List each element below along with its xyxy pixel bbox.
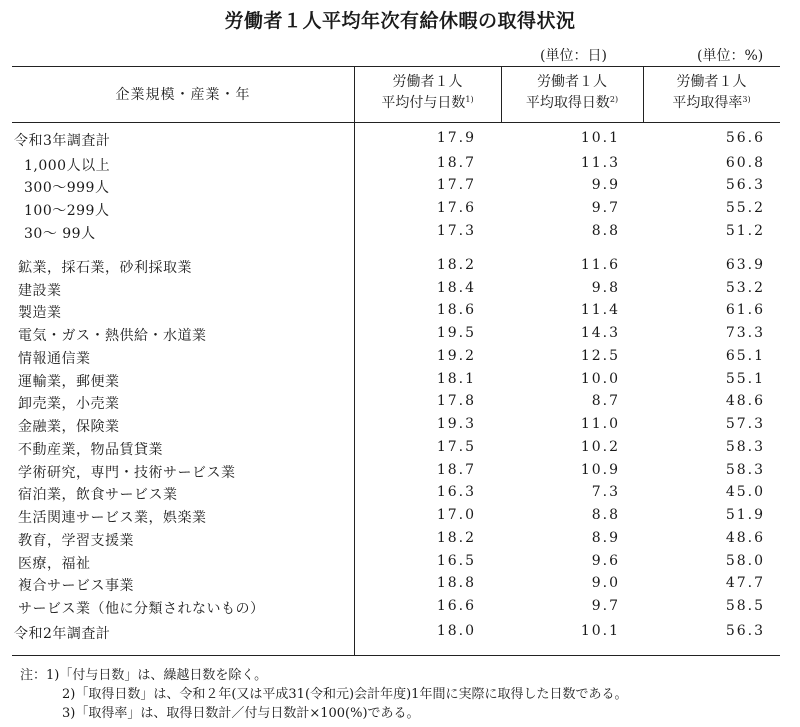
row-label: 情報通信業	[18, 351, 91, 367]
table-row	[12, 223, 780, 244]
granted-days-cell: 16.5	[436, 553, 476, 569]
table-row	[12, 507, 780, 528]
taken-days-cell: 10.2	[580, 439, 620, 455]
table-row	[12, 484, 780, 505]
row-label: 電気・ガス・熱供給・水道業	[18, 328, 207, 344]
header-taken-days-text: 平均取得日数	[525, 95, 610, 111]
header-granted-days-line2	[354, 91, 501, 112]
header-granted-days-text: 平均付与日数	[381, 95, 466, 111]
take-rate-cell: 55.2	[725, 200, 765, 216]
row-label: 教育，学習支援業	[18, 533, 134, 549]
table-bottom-rule	[12, 655, 780, 656]
take-rate-cell: 48.6	[725, 530, 765, 546]
take-rate-cell: 61.6	[725, 302, 765, 318]
take-rate-cell: 60.8	[725, 155, 765, 171]
take-rate-cell: 48.6	[725, 393, 765, 409]
take-rate-cell: 58.3	[725, 439, 765, 455]
footnote-1: 注：1)「付与日数」は、繰越日数を除く。	[20, 668, 268, 683]
row-label: 宿泊業，飲食サービス業	[18, 487, 178, 503]
taken-days-cell: 11.4	[580, 302, 620, 318]
granted-days-cell: 19.3	[436, 416, 476, 432]
granted-days-cell: 19.5	[436, 325, 476, 341]
table-row	[12, 439, 780, 460]
taken-days-cell: 9.8	[591, 280, 620, 296]
table-row	[12, 623, 780, 644]
unit-percent-label: (単位：%)	[697, 48, 764, 64]
granted-days-cell: 17.0	[436, 507, 476, 523]
taken-days-cell: 9.7	[591, 200, 620, 216]
header-taken-days	[501, 73, 643, 112]
table-row	[12, 280, 780, 301]
header-take-rate	[643, 73, 780, 112]
taken-days-cell: 14.3	[580, 325, 620, 341]
header-granted-days-line1: 労働者１人	[392, 74, 463, 90]
take-rate-cell: 58.5	[725, 598, 765, 614]
row-label: 複合サービス事業	[18, 578, 134, 594]
taken-days-cell: 7.3	[591, 484, 620, 500]
taken-days-cell: 10.1	[580, 130, 620, 146]
take-rate-cell: 47.7	[725, 575, 765, 591]
granted-days-cell: 17.3	[436, 223, 476, 239]
take-rate-cell: 56.3	[725, 177, 765, 193]
table-row	[12, 530, 780, 551]
row-label: 学術研究，専門・技術サービス業	[18, 465, 236, 481]
take-rate-cell: 56.6	[725, 130, 765, 146]
taken-days-cell: 10.0	[580, 371, 620, 387]
table-top-rule	[12, 66, 780, 67]
taken-days-cell: 8.8	[591, 507, 620, 523]
footnote-3: 3)「取得率」は、取得日数計／付与日数計×100(%)である。	[62, 706, 420, 721]
row-label: 医療，福祉	[18, 556, 91, 572]
table-row	[12, 598, 780, 619]
unit-days-label: (単位：日)	[540, 48, 607, 64]
row-label: 不動産業，物品賃貸業	[18, 442, 163, 458]
granted-days-cell: 17.7	[436, 177, 476, 193]
row-label: 鉱業，採石業，砂利採取業	[18, 260, 192, 276]
table-row	[12, 371, 780, 392]
table-row	[12, 200, 780, 221]
row-label: 令和3年調査計	[14, 133, 111, 149]
header-take-rate-text: 平均取得率	[672, 95, 743, 111]
header-taken-days-line1: 労働者１人	[537, 74, 607, 90]
header-bottom-rule	[12, 122, 780, 123]
row-label: 金融業，保険業	[18, 419, 120, 435]
header-take-rate-line1: 労働者１人	[676, 74, 747, 90]
table-row	[12, 416, 780, 437]
table-row	[12, 325, 780, 346]
header-taken-days-line2	[501, 91, 643, 112]
header-take-rate-note: 3)	[742, 95, 751, 104]
table-row	[12, 348, 780, 369]
granted-days-cell: 19.2	[436, 348, 476, 364]
row-label: 30～ 99人	[24, 226, 96, 242]
granted-days-cell: 17.5	[436, 439, 476, 455]
table-row	[12, 553, 780, 574]
header-category: 企業規模・産業・年	[115, 87, 251, 103]
row-label: 100～299人	[24, 203, 110, 219]
taken-days-cell: 12.5	[580, 348, 620, 364]
taken-days-cell: 9.6	[591, 553, 620, 569]
granted-days-cell: 17.8	[436, 393, 476, 409]
granted-days-cell: 18.2	[436, 530, 476, 546]
taken-days-cell: 8.8	[591, 223, 620, 239]
granted-days-cell: 18.2	[436, 257, 476, 273]
table-row	[12, 130, 780, 151]
take-rate-cell: 58.0	[725, 553, 765, 569]
take-rate-cell: 55.1	[725, 371, 765, 387]
take-rate-cell: 57.3	[725, 416, 765, 432]
table-row	[12, 302, 780, 323]
table-row	[12, 155, 780, 176]
taken-days-cell: 9.9	[591, 177, 620, 193]
take-rate-cell: 45.0	[725, 484, 765, 500]
header-granted-days	[354, 73, 501, 112]
row-label: 生活関連サービス業，娯楽業	[18, 510, 207, 526]
take-rate-cell: 51.2	[725, 223, 765, 239]
taken-days-cell: 11.6	[580, 257, 620, 273]
granted-days-cell: 18.6	[436, 302, 476, 318]
granted-days-cell: 18.7	[436, 462, 476, 478]
taken-days-cell: 10.1	[580, 623, 620, 639]
footnote-2: 2)「取得日数」は、令和２年(又は平成31(令和元)会計年度)1年間に実際に取得した日数である。	[62, 687, 628, 702]
take-rate-cell: 51.9	[725, 507, 765, 523]
row-label: 1,000人以上	[24, 158, 111, 174]
taken-days-cell: 8.7	[591, 393, 620, 409]
take-rate-cell: 65.1	[725, 348, 765, 364]
granted-days-cell: 18.4	[436, 280, 476, 296]
take-rate-cell: 63.9	[725, 257, 765, 273]
table-row	[12, 575, 780, 596]
row-label: 300～999人	[24, 180, 110, 196]
header-taken-days-note: 2)	[609, 95, 619, 104]
table-row	[12, 462, 780, 483]
taken-days-cell: 9.7	[591, 598, 620, 614]
granted-days-cell: 17.9	[436, 130, 476, 146]
table-row	[12, 257, 780, 278]
granted-days-cell: 18.7	[436, 155, 476, 171]
taken-days-cell: 8.9	[591, 530, 620, 546]
taken-days-cell: 11.3	[580, 155, 620, 171]
take-rate-cell: 73.3	[725, 325, 765, 341]
granted-days-cell: 18.1	[436, 371, 476, 387]
row-label: 卸売業，小売業	[18, 396, 120, 412]
take-rate-cell: 56.3	[725, 623, 765, 639]
table-row	[12, 177, 780, 198]
take-rate-cell: 53.2	[725, 280, 765, 296]
granted-days-cell: 16.6	[436, 598, 476, 614]
table-row	[12, 393, 780, 414]
take-rate-cell: 58.3	[725, 462, 765, 478]
page-title: 労働者１人平均年次有給休暇の取得状況	[224, 10, 576, 32]
granted-days-cell: 17.6	[436, 200, 476, 216]
taken-days-cell: 9.0	[591, 575, 620, 591]
row-label: 建設業	[18, 283, 62, 299]
row-label: 令和2年調査計	[14, 626, 111, 642]
row-label: サービス業（他に分類されないもの）	[18, 601, 265, 617]
header-take-rate-line2	[643, 91, 780, 112]
granted-days-cell: 18.8	[436, 575, 476, 591]
granted-days-cell: 18.0	[436, 623, 476, 639]
row-label: 運輸業，郵便業	[18, 374, 120, 390]
taken-days-cell: 10.9	[580, 462, 620, 478]
row-label: 製造業	[18, 305, 62, 321]
taken-days-cell: 11.0	[580, 416, 620, 432]
granted-days-cell: 16.3	[436, 484, 476, 500]
header-granted-days-note: 1)	[465, 95, 474, 104]
